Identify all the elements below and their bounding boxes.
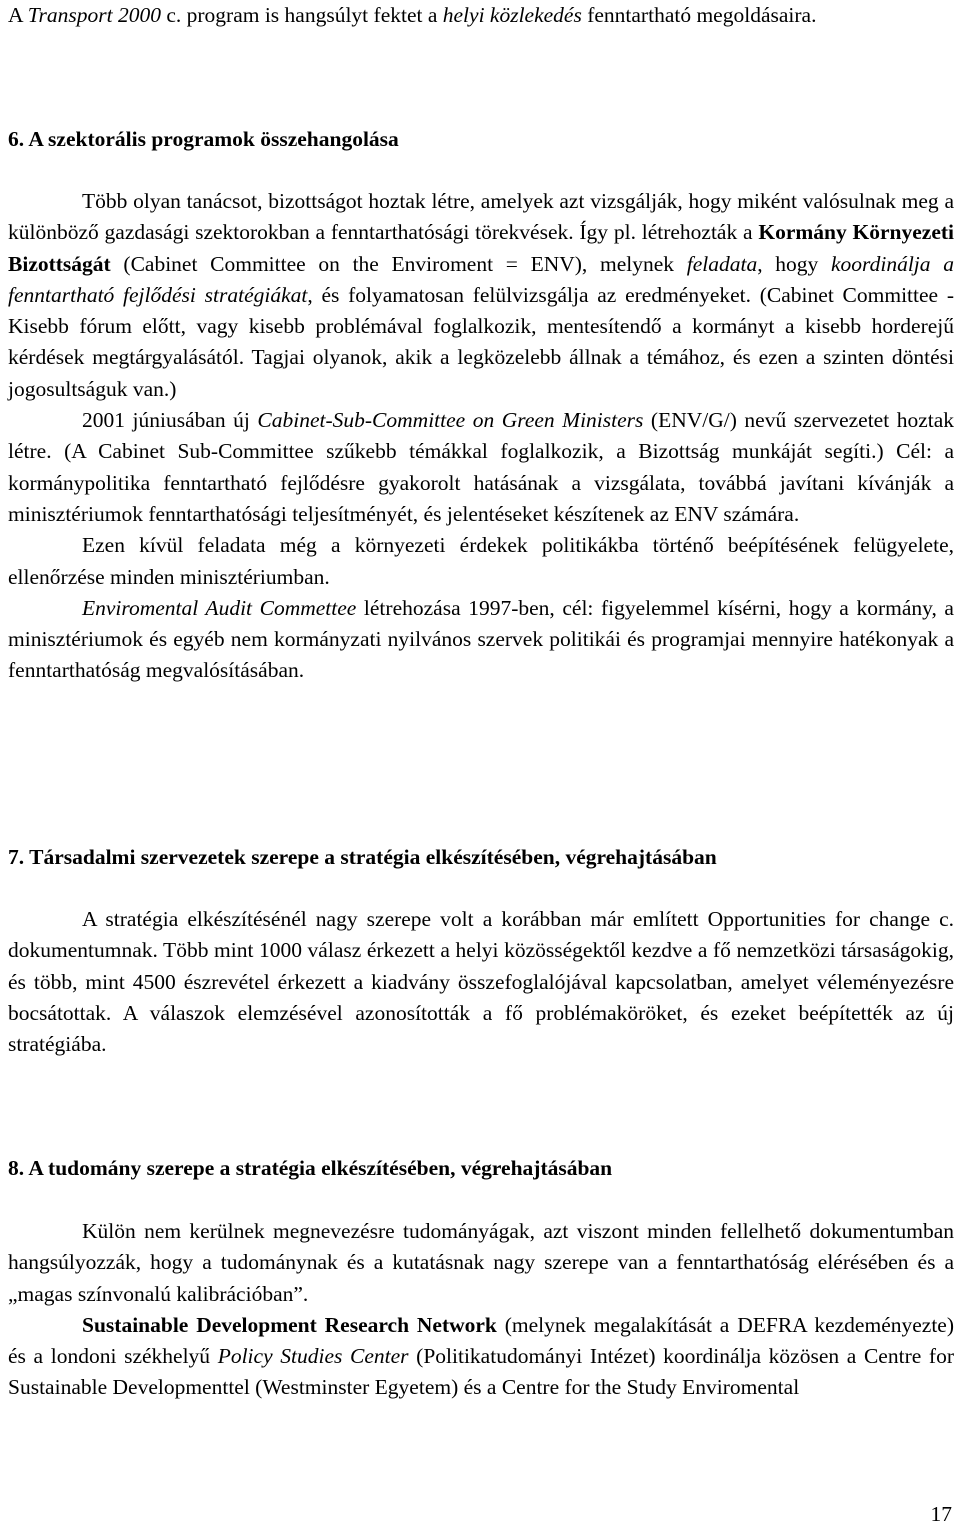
- paragraph-text: 2001 júniusában új: [82, 408, 258, 433]
- paragraph-text: (melynek megalakítását a DEFRA kezdeményezte) és a londoni székhelyű: [8, 1312, 954, 1369]
- intro-text: A: [8, 3, 28, 27]
- paragraph-text: Több olyan tanácsot, bizottságot hoztak létre, amelyek azt vizsgálják, hogy miként valósulnak meg a különböző gazdasági szektorokban a fenntarthatósági törekvések. Így pl. létrehozták a: [8, 189, 954, 245]
- section-7-body: [8, 904, 954, 1060]
- bold-committee-name: Kormány Környezeti Bizottságát: [8, 220, 954, 276]
- section-6-paragraph-4: [8, 593, 954, 687]
- section-8-body: [8, 1216, 954, 1404]
- intro-text: c. program is hangsúlyt fektet a: [160, 3, 443, 27]
- italic-term: koordinálja a fenntartható fejlődési stratégiákat: [8, 251, 954, 307]
- section-8-heading: 8. A tudomány szerepe a stratégia elkészítésében, végrehajtásában: [8, 1156, 613, 1180]
- intro-italic-program: Transport 2000: [27, 3, 161, 27]
- italic-committee-name: Cabinet-Sub-Committee on Green Ministers: [257, 408, 644, 433]
- page-number: 17: [930, 1502, 952, 1526]
- section-6-heading: 6. A szektorális programok összehangolása: [8, 127, 399, 151]
- intro-text: fenntartható megoldásaira.: [581, 3, 817, 27]
- section-6-paragraph-3: Ezen kívül feladata még a környezeti érdekek politikákba történő beépítésének felügyelete, ellenőrzése minden minisztériumban.: [8, 533, 954, 589]
- italic-institution-name: Policy Studies Center: [217, 1344, 409, 1369]
- intro-italic-topic: helyi közlekedés: [442, 3, 582, 27]
- paragraph-text: létrehozása 1997-ben, cél: figyelemmel kísérni, hogy a kormány, a minisztériumok és egyéb nem kormányzati nyilvános szervek politikái és programjai mennyire hatékonyak a fenntarthatóság megvalósításában.: [8, 595, 954, 683]
- section-6-paragraph-1: [8, 186, 954, 405]
- paragraph-text: (Cabinet Committee on the Enviroment = ENV), melynek: [110, 251, 687, 276]
- italic-term: feladata: [686, 251, 758, 276]
- section-6-paragraph-2: [8, 405, 954, 530]
- paragraph-text: (ENV/G/) nevű szervezetet hoztak létre. (A Cabinet Sub-Committee szűkebb témákkal foglalkozik, a Bizottság munkáját segíti.) Cél: a kormánypolitika fenntartható fejlődésre gyakorolt hatásának a vizsgálata, továbbá javítani kívánják a minisztériumok fenntarthatósági teljesítményét, és jelentéseket készítenek az ENV számára.: [8, 408, 955, 526]
- bold-network-name: Sustainable Development Research Network: [82, 1312, 497, 1337]
- section-8-paragraph-2: [8, 1310, 954, 1404]
- section-7-paragraph-1: A stratégia elkészítésénél nagy szerepe volt a korábban már említett Opportunities for change c. dokumentumnak. Több mint 1000 válasz érkezett a helyi közösségektől kezdve a fő nemzetközi társaságokig, és több, mint 4500 észrevétel érkezett a kiadvány összefoglalójával kapcsolatban, amelyet véleményezésre bocsátottak. A válaszok elemzésével azonosították a fő problémaköröket, és ezeket beépítették az új stratégiába.: [8, 907, 954, 1057]
- section-6-body: [8, 186, 954, 687]
- italic-committee-name: Enviromental Audit Commettee: [82, 595, 357, 620]
- paragraph-text: , és folyamatosan felülvizsgálja az eredményeket. (Cabinet Committee - Kisebb fórum előtt, vagy kisebb problémával foglalkozik, mentesítendő a kormányt a kisebb horderejű kérdések megtárgyalásától. Tagjai olyanok, akik a legközelebb állnak a témához, és ezen a szinten döntési jogosultságuk van.): [8, 282, 954, 401]
- section-8-paragraph-1: Külön nem kerülnek megnevezésre tudományágak, azt viszont minden fellelhető dokumentumban hangsúlyozzák, hogy a tudománynak és a kutatásnak nagy szerepe van a fenntarthatóság elérésében és a „magas színvonalú kalibrációban”.: [8, 1219, 954, 1306]
- section-7-heading: 7. Társadalmi szervezetek szerepe a stratégia elkészítésében, végrehajtásában: [8, 845, 717, 869]
- paragraph-text: (Politikatudományi Intézet) koordinálja közösen a Centre for Sustainable Developmenttel (Westminster Egyetem) és a Centre for the Study Enviromental: [8, 1344, 954, 1400]
- intro-paragraph: [8, 0, 954, 31]
- paragraph-text: , hogy: [757, 251, 831, 276]
